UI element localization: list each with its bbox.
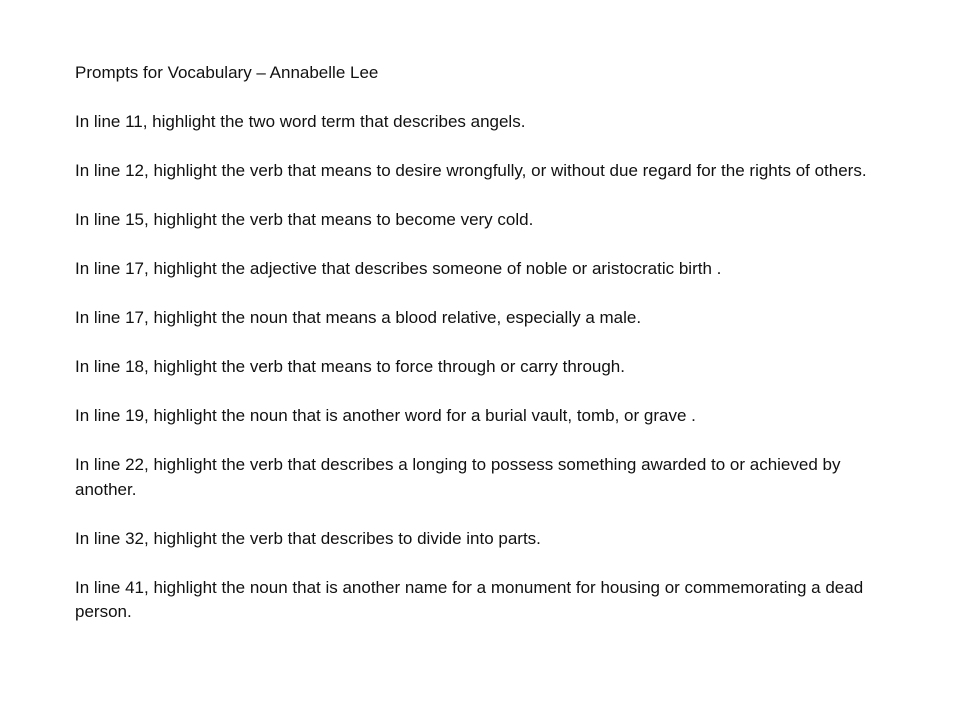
page-title: Prompts for Vocabulary – Annabelle Lee — [75, 63, 379, 82]
prompt-item: In line 19, highlight the noun that is another word for a burial vault, tomb, or grave . — [75, 406, 696, 425]
prompt-item: In line 22, highlight the verb that describes a longing to possess something awarded to or achieved by another. — [75, 455, 841, 499]
prompt-list — [75, 61, 875, 625]
prompt-item: In line 41, highlight the noun that is another name for a monument for housing or commemorating a dead person. — [75, 577, 864, 621]
prompt-item: In line 11, highlight the two word term that describes angels. — [75, 112, 526, 131]
prompt-item: In line 12, highlight the verb that means to desire wrongfully, or without due regard for the rights of others. — [75, 161, 867, 180]
prompt-item: In line 17, highlight the adjective that describes someone of noble or aristocratic birth . — [75, 259, 722, 278]
prompt-item: In line 32, highlight the verb that describes to divide into parts. — [75, 528, 541, 548]
prompt-item: In line 15, highlight the verb that means to become very cold. — [75, 210, 534, 229]
prompt-item: In line 18, highlight the verb that means to force through or carry through. — [75, 357, 625, 376]
prompt-item: In line 17, highlight the noun that means a blood relative, especially a male. — [75, 308, 642, 327]
